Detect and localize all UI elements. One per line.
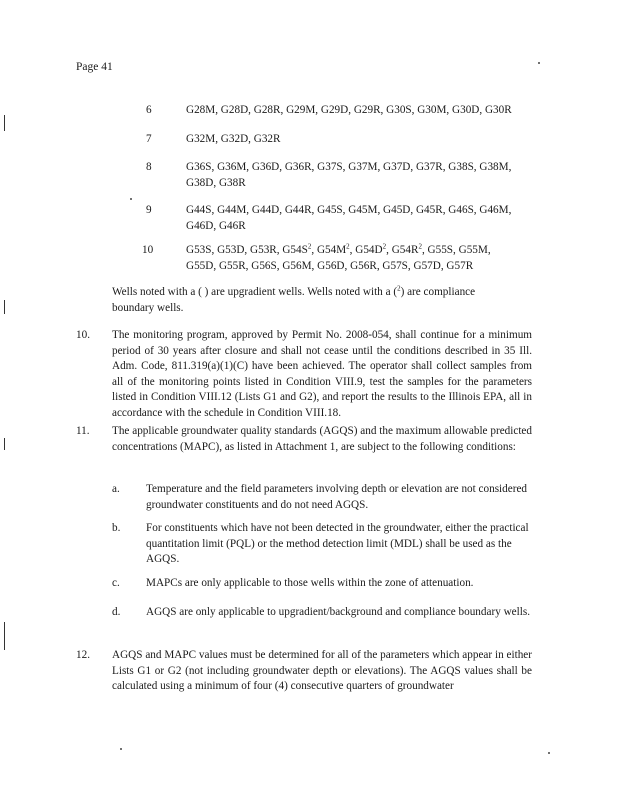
scan-speck: [120, 748, 122, 750]
well-group-list: G32M, G32D, G32R: [186, 133, 281, 145]
scan-speck: [548, 752, 550, 754]
page-number: Page 41: [76, 61, 113, 73]
scan-speck: [538, 62, 540, 64]
margin-mark: [4, 115, 5, 131]
well-group-number: 7: [146, 133, 152, 145]
wells-note-line: boundary wells.: [112, 301, 184, 314]
subitem-letter: c.: [112, 577, 120, 589]
well-group-list: [186, 203, 556, 234]
subitem-letter: d.: [112, 606, 121, 618]
well-group-line: G36S, G36M, G36D, G36R, G37S, G37M, G37D, G37R, G38S, G38M,: [186, 161, 512, 173]
well-group-number: 6: [146, 104, 152, 116]
well-group-number: 10: [142, 244, 154, 256]
compliance-sup: 2: [346, 242, 350, 251]
well-group-line: G38D, G38R: [186, 176, 246, 189]
margin-mark: [4, 300, 5, 314]
subitem-paragraph: MAPCs are only applicable to those wells within the zone of attenuation.: [146, 577, 474, 589]
margin-mark: [4, 438, 5, 450]
item-number: 10.: [76, 329, 90, 341]
item-number: 12.: [76, 649, 90, 661]
subitem-letter: b.: [112, 522, 121, 534]
well-group-number: 8: [146, 161, 152, 173]
compliance-sup: 2: [307, 242, 312, 251]
wells-note: [112, 285, 532, 316]
well-group-list: [186, 243, 556, 274]
well-text: , G55S, G55M,: [421, 244, 491, 256]
note-text: Wells noted with a ( ) are upgradient wells. Wells noted with a (: [112, 286, 398, 298]
well-group-line: G46D, G46R: [186, 219, 246, 232]
compliance-sup: 2: [397, 284, 401, 293]
scan-speck: [130, 198, 132, 200]
item-number: 11.: [76, 425, 90, 437]
well-group-line: [186, 243, 556, 259]
well-group-line: G44S, G44M, G44D, G44R, G45S, G45M, G45D, G45R, G46S, G46M,: [186, 204, 512, 216]
well-group-list: G28M, G28D, G28R, G29M, G29D, G29R, G30S, G30M, G30D, G30R: [186, 104, 512, 116]
subitem-paragraph: Temperature and the field parameters involving depth or elevation are not considered groundwater constituents and do not need AGQS.: [146, 483, 527, 511]
well-group-list: [186, 160, 556, 191]
item-paragraph: The applicable groundwater quality standards (AGQS) and the maximum allowable predicted concentrations (MAPC), as listed in Attachment 1, are subject to the following conditions:: [112, 425, 532, 453]
margin-mark: [4, 622, 5, 650]
compliance-sup: 2: [382, 242, 387, 251]
subitem-paragraph: AGQS are only applicable to upgradient/background and compliance boundary wells.: [146, 606, 530, 618]
well-text: , G54D: [349, 244, 383, 256]
well-group-number: 9: [146, 204, 152, 216]
note-text: ) are compliance: [400, 286, 476, 298]
subitem-paragraph: For constituents which have not been detected in the groundwater, either the practical quantitation limit (PQL) or the method detection limit (MDL) shall be used as the AGQS.: [146, 522, 529, 565]
compliance-sup: 2: [418, 242, 422, 251]
wells-note-line: [112, 285, 532, 301]
item-paragraph: The monitoring program, approved by Permit No. 2008-054, shall continue for a minimum period of 30 years after closure and shall not cease until the conditions described in 35 Ill. Adm. Code, 811.319(a)(1)(C) have been achieved. The operator shall collect samples from all of the monitoring points listed in Condition VIII.9, test the samples for the parameters listed in Condition VIII.12 (Lists G1 and G2), and report the results to the Illinois EPA, all in accordance with the schedule in Condition VIII.18.: [112, 329, 532, 419]
well-text: , G54M: [311, 244, 347, 256]
well-text: , G54R: [386, 244, 419, 256]
well-group-line: G55D, G55R, G56S, G56M, G56D, G56R, G57S, G57D, G57R: [186, 259, 474, 272]
item-paragraph: AGQS and MAPC values must be determined for all of the parameters which appear in either Lists G1 or G2 (not including groundwater depth or elevations). The AGQS values shall be calculated using a minimum of four (4) consecutive quarters of groundwater: [112, 649, 532, 692]
subitem-letter: a.: [112, 483, 120, 495]
well-text: G53S, G53D, G53R, G54S: [186, 244, 308, 256]
